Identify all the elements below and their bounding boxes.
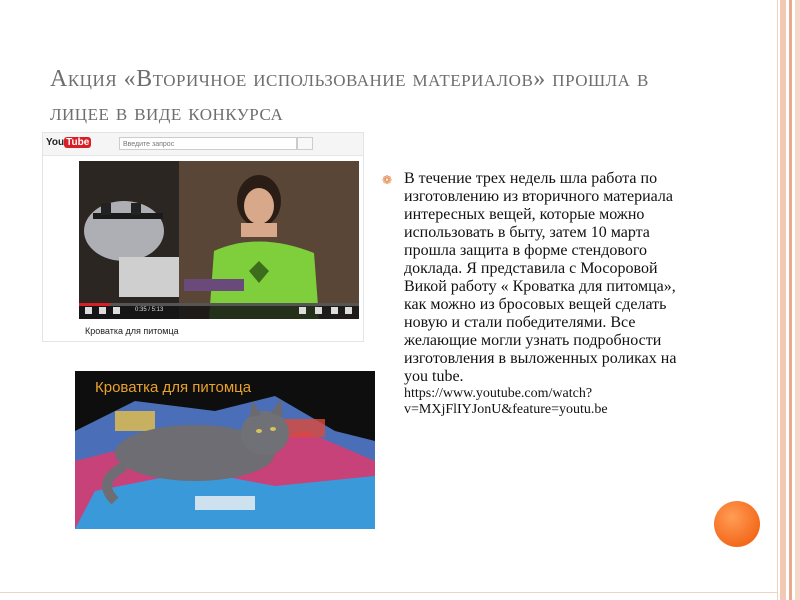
- slide-body: [382, 170, 692, 418]
- theater-icon: [331, 307, 338, 314]
- youtube-logo: [46, 137, 91, 148]
- next-icon: [99, 307, 106, 314]
- youtube-logo-tube: Tube: [66, 137, 90, 148]
- video-time: 0:35 / 5:13: [135, 307, 164, 313]
- video-caption: Кроватка для питомца: [85, 326, 179, 336]
- decor-stripe: [780, 0, 786, 600]
- video-link[interactable]: https://www.youtube.com/watch?v=MXjFlIYJonU&feature=youtu.be: [404, 386, 608, 417]
- play-icon: [85, 307, 92, 314]
- bullet-icon: ❁: [382, 173, 393, 187]
- decor-circle: [714, 501, 760, 547]
- body-text: В течение трех недель шла работа по изготовлению из вторичного материала интересных вещей, которые можно использовать в быту, затем 10 марта прошла защита в форме стендового доклада. Я представила с Мосоровой Викой работу « Кроватка для питомца», как можно из бросовых вещей сделать новую и стали победителями. Все желающие могли узнать подробности изготовления в выложенных роликах на you tube.: [404, 170, 677, 385]
- body-paragraph: [404, 170, 692, 418]
- decor-stripe: [795, 0, 800, 600]
- progress-bar: [79, 303, 359, 306]
- slide-title: Акция «Вторичное использование материалов» прошла в лицее в виде конкурса: [50, 66, 649, 126]
- volume-icon: [113, 307, 120, 314]
- decor-stripe: [789, 0, 792, 600]
- youtube-screenshot: [42, 132, 364, 342]
- progress-fill: [79, 303, 110, 306]
- search-icon: [297, 137, 313, 150]
- youtube-header: [43, 133, 363, 156]
- youtube-logo-you: You: [46, 137, 65, 148]
- youtube-search-input: Введите запрос: [119, 137, 297, 150]
- bottom-divider: [0, 592, 778, 593]
- fullscreen-icon: [345, 307, 352, 314]
- settings-icon: [315, 307, 322, 314]
- video-frame: [79, 161, 359, 319]
- cat-photo: [75, 371, 375, 529]
- video-still: [79, 161, 359, 319]
- captions-icon: [299, 307, 306, 314]
- cat-photo-title: Кроватка для питомца: [95, 379, 252, 396]
- video-controls: [79, 303, 359, 319]
